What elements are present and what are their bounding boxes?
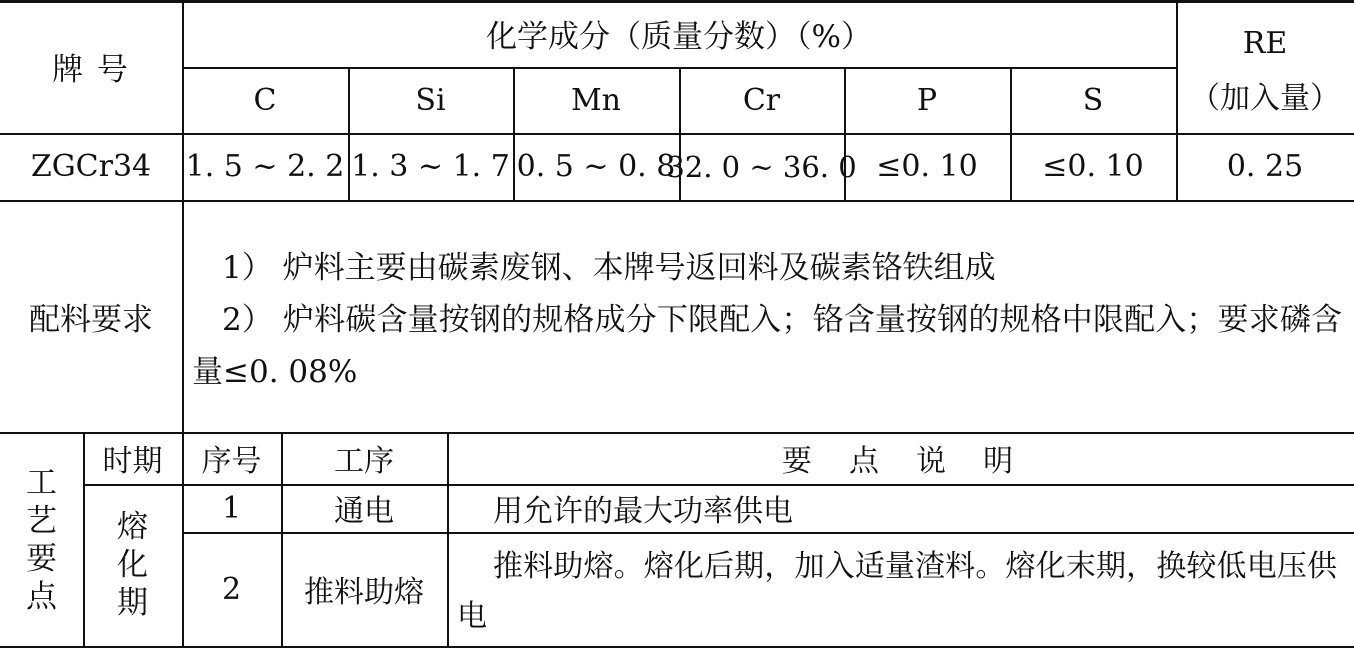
value-si: 1. 3 ~ 1. 7 [351, 149, 510, 184]
batching-label: 配料要求 [29, 301, 153, 338]
grade-header: 牌 号 [52, 52, 130, 88]
step1-no: 1 [221, 490, 242, 526]
element-c: C [253, 82, 277, 118]
element-cr: Cr [742, 82, 781, 118]
value-p: ≤0. 10 [876, 149, 978, 184]
re-header-line2: （加入量） [1190, 81, 1340, 116]
batching-line1: 1） 炉料主要由碳素废钢、本牌号返回料及碳素铬铁组成 [222, 250, 996, 286]
period-melting: 熔化期 [117, 509, 148, 621]
grade-value: ZGCr34 [30, 149, 152, 184]
step1-name: 通电 [334, 494, 394, 529]
process-label: 工艺要点 [26, 465, 57, 615]
value-cr: 32. 0 ~ 36. 0 [666, 149, 857, 184]
value-s: ≤0. 10 [1042, 149, 1144, 184]
value-c: 1. 5 ~ 2. 2 [185, 149, 345, 184]
composition-header: 化学成分（质量分数）（%） [486, 19, 872, 55]
element-si: Si [415, 82, 446, 118]
element-p: P [916, 82, 938, 118]
re-header-line1: RE [1242, 25, 1288, 61]
step2-name: 推料助熔 [304, 575, 424, 610]
element-s: S [1082, 82, 1104, 118]
step2-desc: 推料助熔。熔化后期，加入适量渣料。熔化末期，换较低电压供电 [457, 549, 1337, 634]
value-mn: 0. 5 ~ 0. 8 [516, 149, 676, 184]
step1-desc: 用允许的最大功率供电 [493, 494, 793, 529]
element-mn: Mn [570, 82, 622, 118]
col-step: 工序 [334, 444, 394, 479]
step2-no: 2 [221, 571, 242, 607]
col-period: 时期 [102, 444, 163, 479]
batching-line2: 2） 炉料碳含量按钢的规格成分下限配入；铬含量按钢的规格中限配入；要求磷含量≤0. 08% [192, 302, 1342, 390]
value-re: 0. 25 [1226, 149, 1304, 184]
rule-row-bottom [0, 200, 1354, 202]
col-desc: 要 点 说 明 [781, 444, 1020, 479]
col-no: 序号 [201, 444, 262, 479]
rule-bottom [0, 646, 1354, 648]
